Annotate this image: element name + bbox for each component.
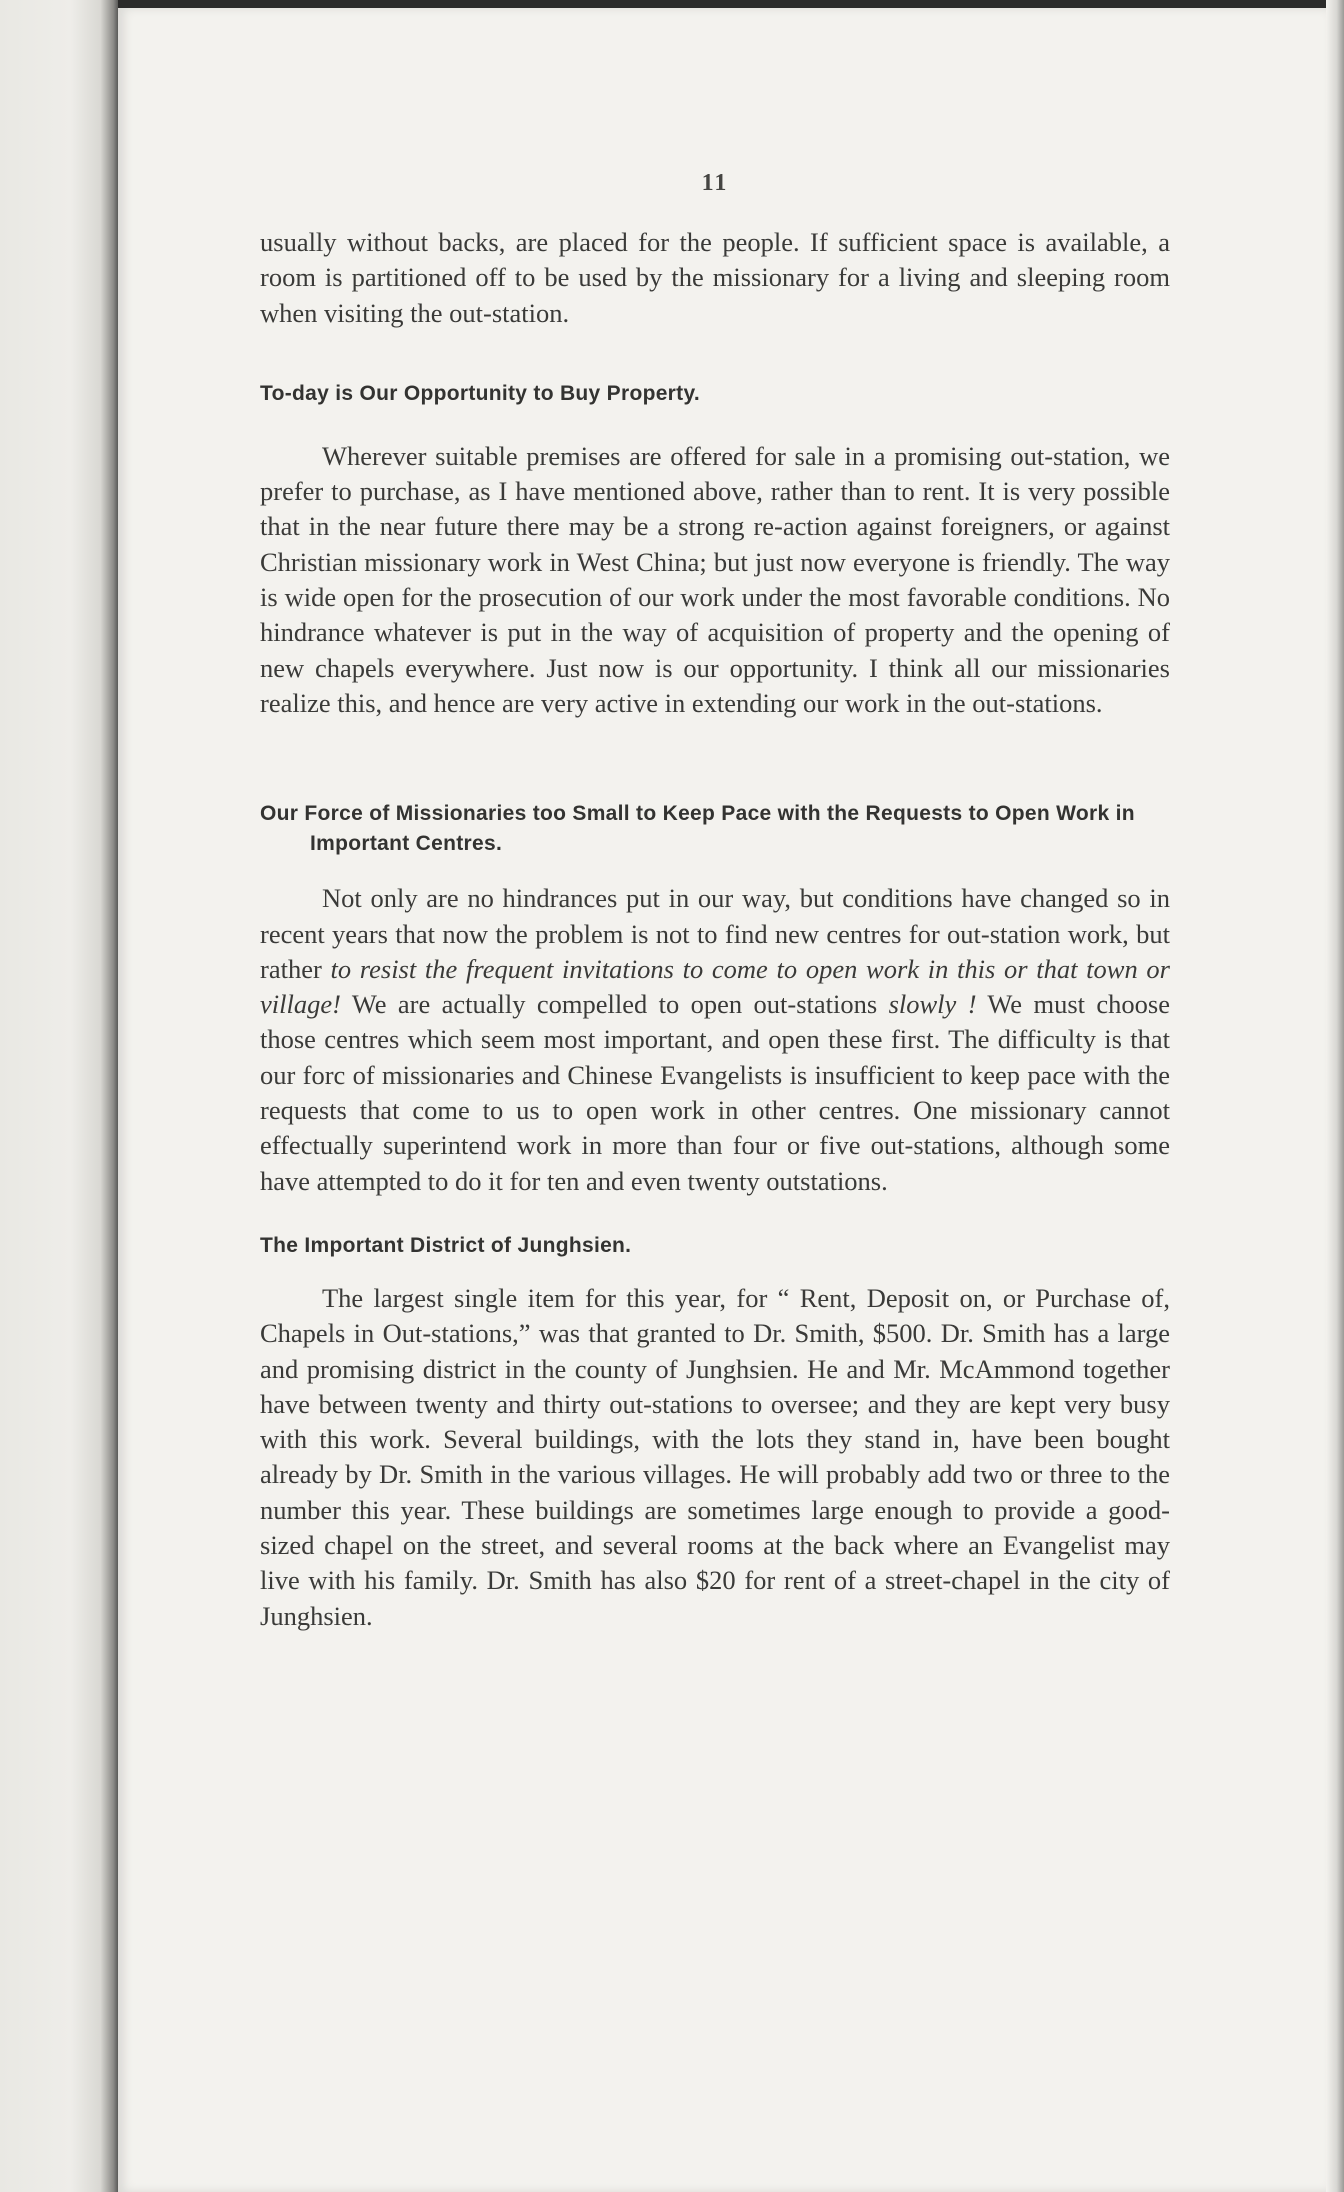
section-heading-force: Our Force of Missionaries too Small to Keep Pace with the Requests to Open Work in Important Centres.: [260, 802, 1135, 856]
force-italic-1: to resist the frequent invitations to come to open work in this or that town or village!: [260, 953, 1170, 1020]
section-paragraph-force: [260, 881, 1170, 1199]
force-italic-2: slowly !: [888, 989, 977, 1020]
force-text-2: We are actually compelled to open out-stations: [340, 989, 889, 1020]
intro-paragraph: usually without backs, are placed for the people. If sufficient space is available, a room is partitioned off to be used by the missionary for a living and sleeping room when visiting the out-station.: [260, 227, 1170, 328]
page-number: 11: [701, 170, 729, 196]
page-content: [260, 170, 1170, 1634]
force-text-3: We must choose those centres which seem most important, and open these first. The difficulty is that our forc of missionaries and Chinese Evangelists is insufficient to keep pace with the requests that come to us to open work in other centres. One missionary cannot effectually superintend work in more than four or five out-stations, although some have attempted to do it for ten and even twenty outstations.: [260, 989, 1170, 1196]
book-spine: [0, 0, 118, 2192]
section-heading-junghsien: The Important District of Junghsien.: [260, 1233, 632, 1257]
section-paragraph-junghsien: The largest single item for this year, for “ Rent, Deposit on, or Purchase of, Chapels in Out-stations,” was that granted to Dr. Smith, $500. Dr. Smith has a large and promising district in the county of Junghsien. He and Mr. McAmmond together have between twenty and thirty out-stations to oversee; and they are kept very busy with this work. Several buildings, with the lots they stand in, have been bought already by Dr. Smith in the various villages. He will probably add two or three to the number this year. These buildings are sometimes large enough to provide a good-sized chapel on the street, and several rooms at the back where an Evangelist may live with his family. Dr. Smith has also $20 for rent of a street-chapel in the city of Junghsien.: [260, 1282, 1170, 1631]
page-right-edge: [1326, 0, 1344, 2192]
force-text-1: Not only are no hindrances put in our way, but conditions have changed so in recent years that now the problem is not to find new centres for out-station work, but rather: [260, 883, 1170, 984]
section-paragraph-opportunity: Wherever suitable premises are offered for sale in a promising out-station, we prefer to purchase, as I have mentioned above, rather than to rent. It is very possible that in the near future there may be a strong re-action against foreigners, or against Christian missionary work in West China; but just now everyone is friendly. The way is wide open for the prosecution of our work under the most favorable conditions. No hindrance whatever is put in the way of acquisition of property and the opening of new chapels everywhere. Just now is our opportunity. I think all our missionaries realize this, and hence are very active in extending our work in the out-stations.: [260, 440, 1170, 718]
section-heading-opportunity: To-day is Our Opportunity to Buy Property.: [260, 381, 701, 405]
